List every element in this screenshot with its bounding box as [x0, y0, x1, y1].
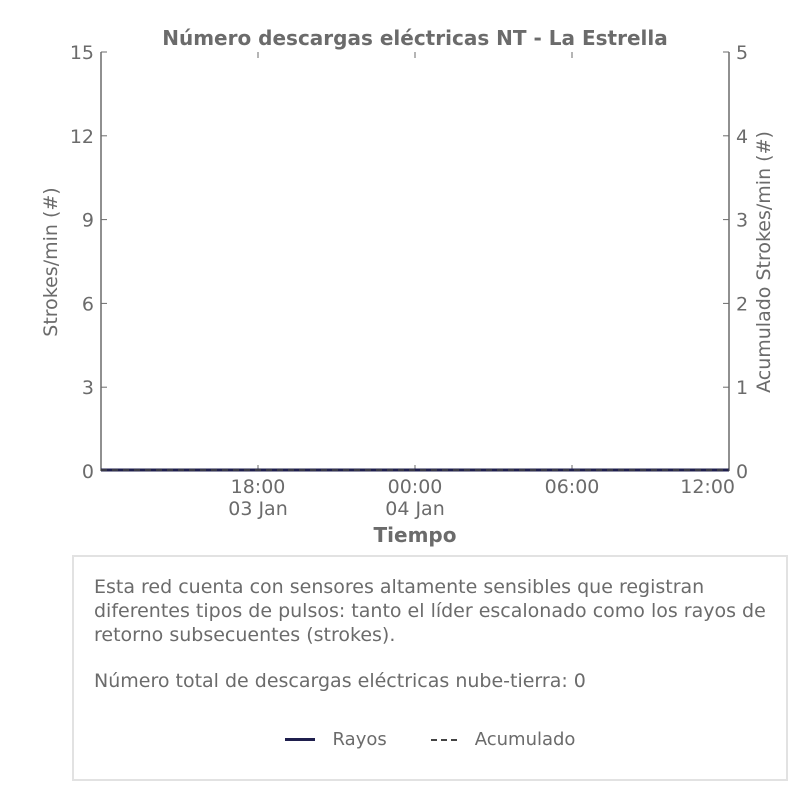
- info-total: Número total de descargas eléctricas nube-tierra: 0: [94, 670, 586, 692]
- legend-label-acumulado: Acumulado: [474, 729, 576, 750]
- tick-group: [70, 42, 748, 520]
- y2-axis-label: Acumulado Strokes/min (#): [753, 131, 775, 393]
- y-tick-label: 0: [81, 461, 94, 483]
- y-tick-label: 12: [69, 125, 94, 148]
- legend-swatch-acumulado: [431, 739, 457, 741]
- y2-tick-label: 2: [736, 293, 749, 316]
- y-axis-label: Strokes/min (#): [40, 187, 62, 337]
- x-tick-label: 12:00: [680, 476, 735, 498]
- legend-item-rayos: [285, 729, 387, 750]
- x-tick-sublabel: 03 Jan: [228, 498, 288, 520]
- x-tick-label: 18:00: [230, 476, 286, 498]
- y2-tick-label: 0: [736, 461, 749, 483]
- x-tick-sublabel: 04 Jan: [385, 498, 445, 520]
- y2-tick-label: 4: [736, 125, 749, 148]
- y-tick-label: 6: [81, 293, 94, 316]
- y2-tick-label: 1: [736, 377, 749, 400]
- x-axis-label: Tiempo: [373, 523, 457, 547]
- info-box: [72, 555, 788, 781]
- y-tick-label: 3: [81, 377, 94, 400]
- y2-tick-label: 5: [736, 42, 749, 64]
- legend-item-acumulado: [431, 729, 576, 750]
- x-tick-label: 06:00: [544, 476, 600, 498]
- x-tick-label: 00:00: [387, 476, 443, 498]
- legend-swatch-rayos: [285, 738, 315, 741]
- legend-label-rayos: Rayos: [332, 729, 387, 750]
- y2-tick-label: 3: [736, 209, 749, 232]
- y-tick-label: 9: [81, 209, 94, 232]
- legend: [74, 729, 786, 750]
- y-tick-label: 15: [69, 42, 94, 64]
- info-description: Esta red cuenta con sensores altamente sensibles que registran diferentes tipos de pulsos: tanto el líder escalonado como los rayos de retorno subsecuentes (strokes).: [94, 576, 766, 646]
- chart-title: Número descargas eléctricas NT - La Estrella: [162, 26, 668, 50]
- plot-axes: [101, 52, 729, 471]
